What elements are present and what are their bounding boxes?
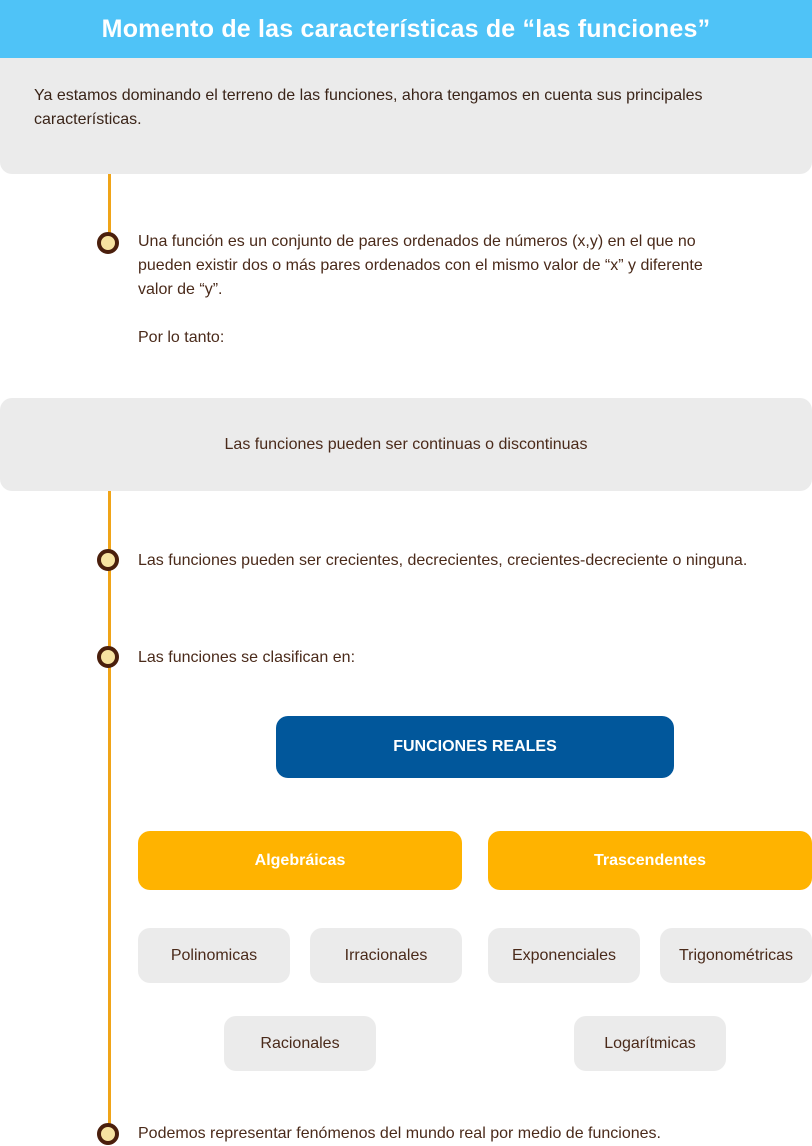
rational-box: Racionales [224,1016,376,1071]
continuity-band [0,398,812,491]
page-header [0,0,812,58]
point-definition-line: pueden existir dos o más pares ordenados con el mismo valor de “x” y diferente [138,257,703,274]
point-monotonic: Las funciones pueden ser crecientes, decrecientes, crecientes-decreciente o ninguna. [138,552,748,569]
transcendent-box: Trascendentes [488,831,812,890]
continuity-text: Las funciones pueden ser continuas o discontinuas [224,435,588,453]
timeline-bullet-icon [97,549,119,571]
timeline-bullet-icon [97,646,119,668]
intro-text: Ya estamos dominando el terreno de las funciones, ahora tengamos en cuenta sus principales características. [34,87,703,128]
real-functions-box: FUNCIONES REALES [276,716,674,778]
trigonometric-box: Trigonométricas [660,928,812,983]
irrational-box: Irracionales [310,928,462,983]
timeline-bullet-icon [97,1123,119,1145]
exponential-box: Exponenciales [488,928,640,983]
point-definition [138,230,798,302]
algebraic-box: Algebráicas [138,831,462,890]
point-definition-line: Una función es un conjunto de pares ordenados de números (x,y) en el que no [138,233,696,250]
point-therefore: Por lo tanto: [138,329,225,346]
logarithmic-box: Logarítmicas [574,1016,726,1071]
polynomial-box: Polinomicas [138,928,290,983]
point-definition-line: valor de “y”. [138,281,223,298]
point-real-world: Podemos representar fenómenos del mundo real por medio de funciones. [138,1125,661,1142]
point-classification: Las funciones se clasifican en: [138,649,356,666]
page-title: Momento de las características de “las funciones” [101,14,711,43]
intro-panel [0,58,812,174]
timeline-bullet-icon [97,232,119,254]
timeline-line-bottom [108,491,111,1136]
